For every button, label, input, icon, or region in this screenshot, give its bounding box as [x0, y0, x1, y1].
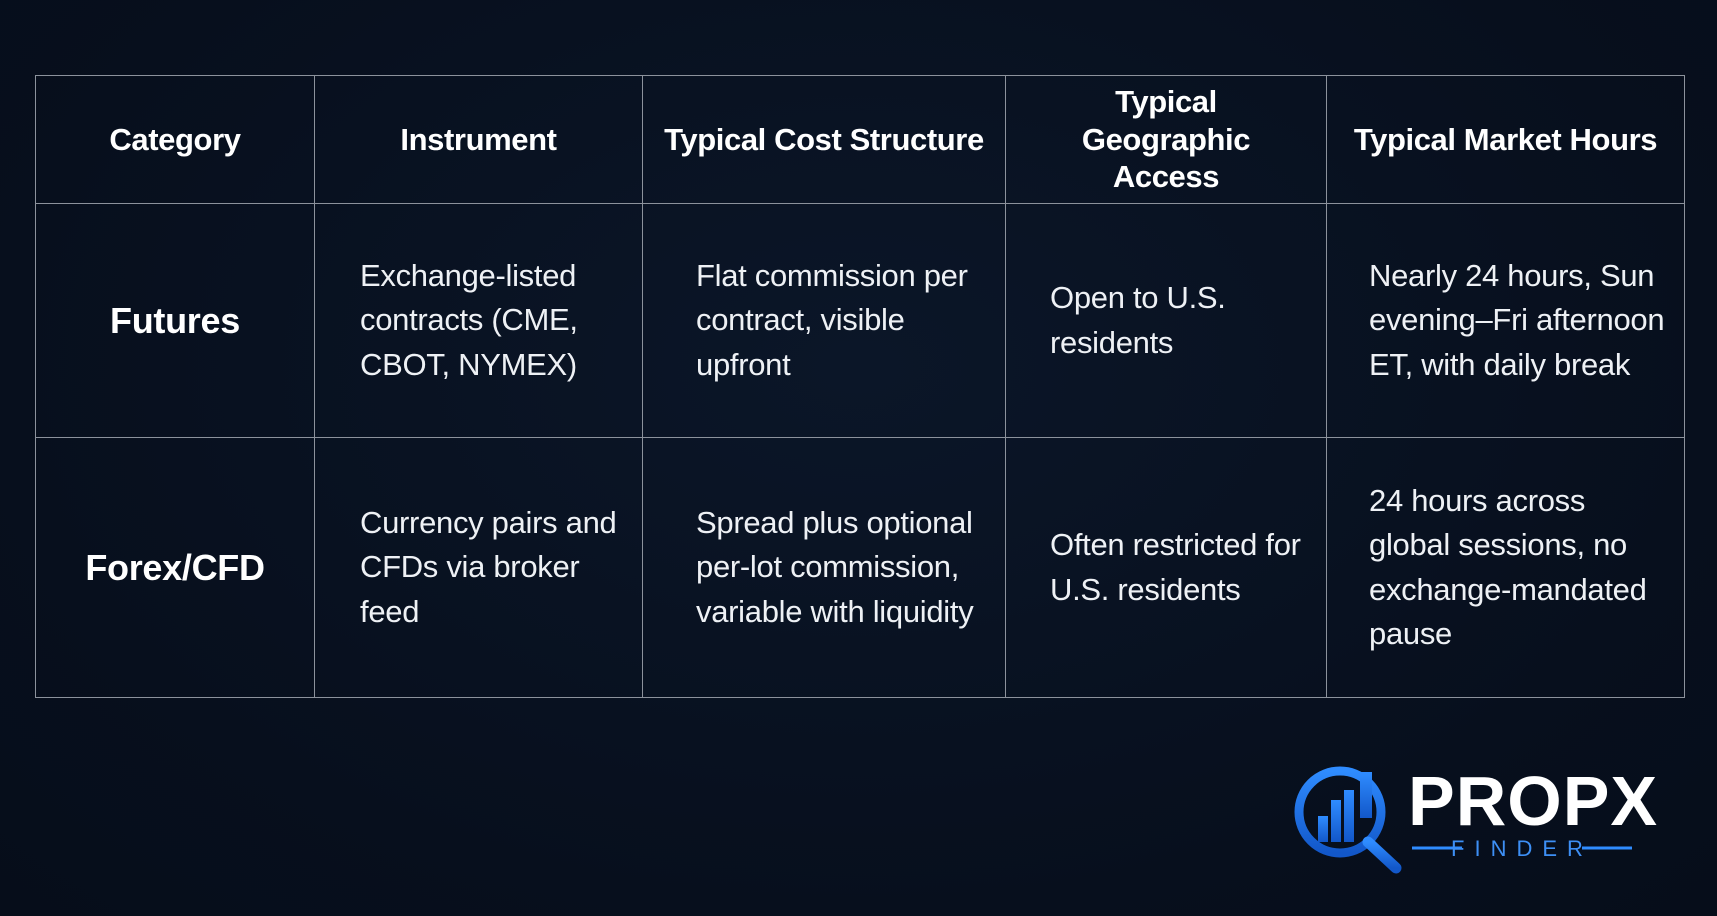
cost-structure-cell: Spread plus optional per-lot commission, variable with liquidity	[643, 438, 1006, 698]
header-cost-structure: Typical Cost Structure	[643, 76, 1006, 204]
category-cell: Futures	[36, 204, 315, 438]
header-category: Category	[36, 76, 315, 204]
table-row	[36, 438, 1685, 698]
table-row	[36, 204, 1685, 438]
cost-structure-cell: Flat commission per contract, visible upfront	[643, 204, 1006, 438]
instrument-cell: Exchange-listed contracts (CME, CBOT, NYMEX)	[315, 204, 643, 438]
propx-finder-logo	[1290, 750, 1690, 880]
geographic-access-cell: Open to U.S. residents	[1006, 204, 1327, 438]
geographic-access-cell: Often restricted for U.S. residents	[1006, 438, 1327, 698]
comparison-table	[35, 75, 1685, 698]
instrument-cell: Currency pairs and CFDs via broker feed	[315, 438, 643, 698]
header-instrument: Instrument	[315, 76, 643, 204]
category-cell: Forex/CFD	[36, 438, 315, 698]
logo-subtitle: FINDER	[1451, 836, 1593, 861]
market-hours-cell: Nearly 24 hours, Sun evening–Fri afternoon ET, with daily break	[1327, 204, 1685, 438]
chart-magnifier-icon	[1299, 756, 1396, 868]
logo-name: PROPX	[1408, 762, 1659, 840]
logo-graphic	[1290, 750, 1690, 880]
header-geographic-access: Typical Geographic Access	[1006, 76, 1327, 204]
market-hours-cell: 24 hours across global sessions, no exchange-mandated pause	[1327, 438, 1685, 698]
table-header-row	[36, 76, 1685, 204]
header-market-hours: Typical Market Hours	[1327, 76, 1685, 204]
logo-wordmark	[1408, 762, 1658, 861]
